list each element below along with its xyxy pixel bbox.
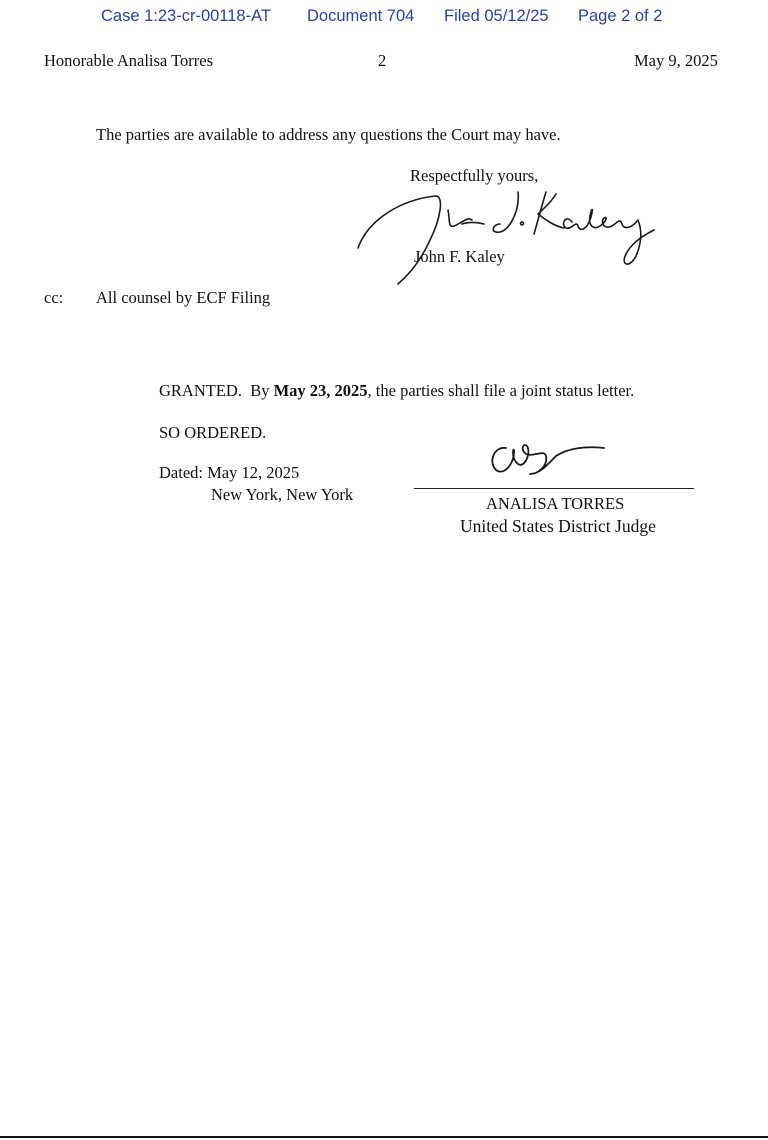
ecf-filed-date: Filed 05/12/25: [444, 7, 549, 25]
ecf-case-number: Case 1:23-cr-00118-AT: [101, 7, 271, 25]
ecf-page-count: Page 2 of 2: [578, 7, 663, 25]
letter-page-number: 2: [378, 51, 387, 70]
letter-addressee: Honorable Analisa Torres: [44, 51, 213, 70]
cc-label: cc:: [44, 288, 64, 307]
so-ordered: SO ORDERED.: [159, 423, 267, 442]
closing-salutation: Respectfully yours,: [410, 166, 539, 185]
order-location: New York, New York: [211, 485, 354, 504]
kaley-signature-image: [350, 180, 660, 290]
order-deadline: May 23, 2025: [273, 381, 368, 400]
letter-date: May 9, 2025: [634, 51, 718, 70]
signer-name: John F. Kaley: [414, 247, 505, 266]
judge-signature-image: [484, 434, 614, 484]
judge-signature-line: [414, 488, 694, 489]
cc-recipients: All counsel by ECF Filing: [96, 288, 271, 307]
order-dated: Dated: May 12, 2025: [159, 463, 300, 482]
order-granted-suffix: , the parties shall file a joint status letter.: [367, 381, 635, 400]
ecf-document-number: Document 704: [307, 7, 415, 25]
judge-title: United States District Judge: [460, 516, 656, 536]
order-granted-text: [159, 381, 634, 401]
body-paragraph: The parties are available to address any questions the Court may have.: [96, 125, 561, 144]
judge-name: ANALISA TORRES: [486, 494, 625, 513]
order-granted-prefix: GRANTED. By: [159, 381, 274, 400]
page-bottom-rule: [0, 1136, 768, 1138]
